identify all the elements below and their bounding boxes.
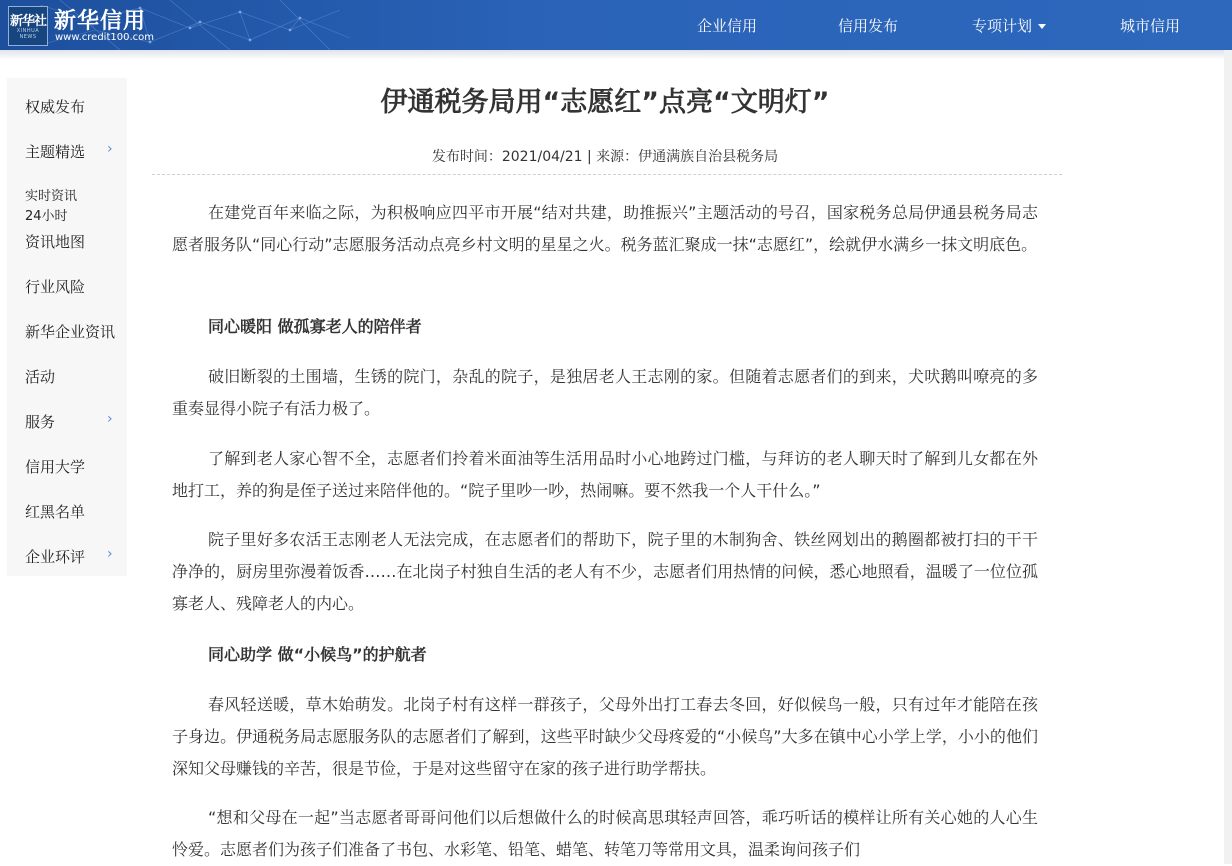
sidebar-menu: [7, 78, 127, 576]
xinhua-logo[interactable]: [8, 6, 48, 46]
sidebar-item-red-black-list[interactable]: 红黑名单: [25, 503, 86, 521]
nav-label: 专项计划: [972, 17, 1033, 35]
article-paragraph: 院子里好多农活王志刚老人无法完成，在志愿者们的帮助下，院子里的木制狗舍、铁丝网划出的鹅圈都被打扫的干干净净的，厨房里弥漫着饭香……在北岗子村独自生活的老人有不少，志愿者们用热情的问候，悉心地照看，温暖了一位位孤寡老人、残障老人的内心。: [172, 530, 1038, 613]
chevron-right-icon[interactable]: ›: [107, 141, 113, 157]
nav-enterprise-credit[interactable]: [697, 15, 757, 36]
article-paragraph: 在建党百年来临之际，为积极响应四平市开展“结对共建，助推振兴”主题活动的号召，国家税务总局伊通县税务局志愿者服务队“同心行动”志愿服务活动点亮乡村文明的星星之火。税务蓝汇聚成一抹“志愿红”，绘就伊水满乡一抹文明底色。: [172, 203, 1038, 254]
scrollbar-track[interactable]: [1224, 50, 1232, 864]
sidebar-item-realtime[interactable]: 实时资讯: [25, 189, 78, 204]
nav-label: 企业信用: [697, 17, 758, 35]
sidebar-item-industry-risk[interactable]: 行业风险: [25, 278, 86, 296]
article-paragraph: 了解到老人家心智不全，志愿者们拎着米面油等生活用品时小心地跨过门槛，与拜访的老人聊天时了解到儿女都在外地打工，养的狗是侄子送过来陪伴他的。“院子里吵一吵，热闹嘛。要不然我一个人干什么。”: [172, 449, 1038, 500]
caret-down-icon: [1038, 24, 1046, 29]
article-title: 伊通税务局用“志愿红”点亮“文明灯”: [380, 87, 830, 118]
sidebar-item-xinhua-news[interactable]: 新华企业资讯: [25, 323, 116, 341]
site-header: [0, 0, 1232, 50]
sidebar-item-environment[interactable]: 企业环评: [25, 548, 86, 566]
sidebar-item-24h-label: 24小时: [25, 209, 68, 224]
section-heading: 同心助学 做“小候鸟”的护航者: [208, 645, 427, 664]
logo-subtext: XINHUA NEWS: [16, 28, 40, 40]
nav-label: 城市信用: [1120, 17, 1181, 35]
nav-special-plan[interactable]: [972, 15, 1046, 36]
article-paragraph: “想和父母在一起”当志愿者哥哥问他们以后想做什么的时候高思琪轻声回答，乖巧听话的模样让所有关心她的人心生怜爱。志愿者们为孩子们准备了书包、水彩笔、铅笔、蜡笔、转笔刀等常用文具，温柔询问孩子们: [172, 808, 1038, 859]
logo-glyph: 新华社: [9, 14, 46, 29]
article-meta: 发布时间：2021/04/21 | 来源：伊通满族自治县税务局: [431, 149, 779, 165]
header-shadow: [0, 50, 1232, 60]
divider: [152, 174, 1062, 175]
sidebar-item-24h-clipped: [25, 208, 85, 224]
chevron-right-icon[interactable]: ›: [107, 546, 113, 562]
brand-url: www.credit100.com: [55, 32, 155, 43]
nav-credit-release[interactable]: [838, 15, 898, 36]
section-heading: 同心暖阳 做孤寡老人的陪伴者: [208, 317, 422, 336]
article-paragraph: 破旧断裂的土围墙，生锈的院门，杂乱的院子，是独居老人王志刚的家。但随着志愿者们的到来，犬吠鹅叫嘹亮的多重奏显得小院子有活力极了。: [172, 367, 1038, 418]
nav-label: 信用发布: [838, 17, 899, 35]
sidebar-item-authority[interactable]: 权威发布: [25, 98, 86, 116]
article-paragraph: 春风轻送暖，草木始萌发。北岗子村有这样一群孩子，父母外出打工春去冬回，好似候鸟一般，只有过年才能陪在孩子身边。伊通税务局志愿服务队的志愿者们了解到，这些平时缺少父母疼爱的“小候鸟”大多在镇中心小学上学，小小的他们深知父母赚钱的辛苦，很是节俭，于是对这些留守在家的孩子进行助学帮扶。: [172, 695, 1038, 778]
sidebar-item-credit-university[interactable]: 信用大学: [25, 458, 86, 476]
sidebar-item-activities[interactable]: 活动: [25, 368, 56, 386]
sidebar-item-services[interactable]: 服务: [25, 413, 56, 431]
sidebar-item-map[interactable]: 资讯地图: [25, 233, 86, 251]
chevron-right-icon[interactable]: ›: [107, 411, 113, 427]
nav-city-credit[interactable]: [1120, 15, 1180, 36]
sidebar-item-topics[interactable]: 主题精选: [25, 143, 86, 161]
brand-name[interactable]: 新华信用: [54, 9, 147, 34]
